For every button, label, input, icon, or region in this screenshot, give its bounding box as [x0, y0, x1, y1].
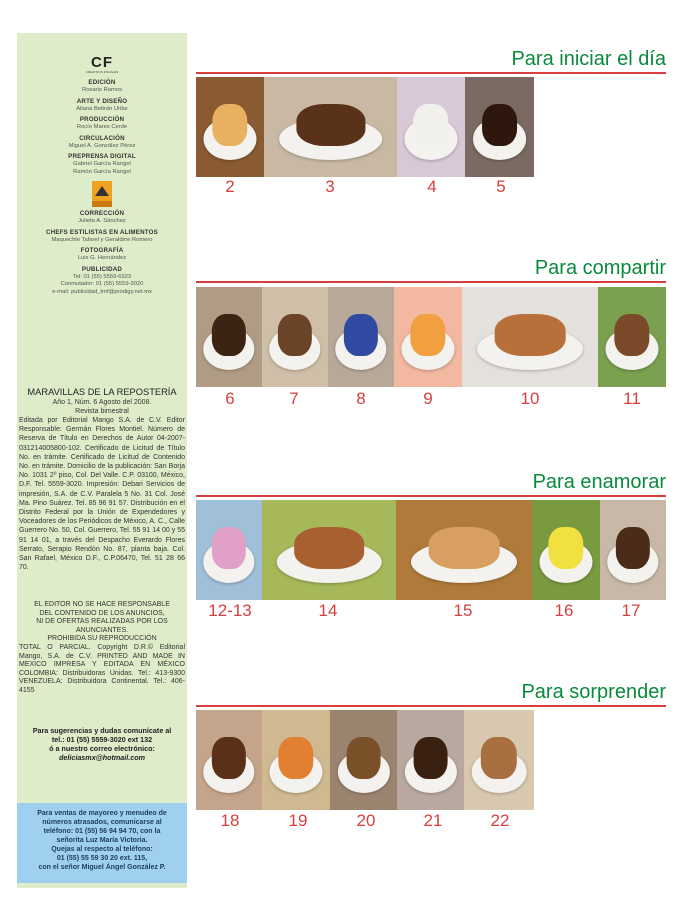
- page-number[interactable]: 3: [325, 177, 335, 196]
- issue-info: Año 1, Núm. 6 Agosto del 2008.: [52, 399, 152, 406]
- page-number[interactable]: 4: [427, 177, 437, 196]
- credit-name: Rocío Mares Cerde: [76, 124, 128, 130]
- page-number[interactable]: 15: [453, 601, 473, 620]
- sidebar: [17, 33, 187, 888]
- page-number[interactable]: 6: [225, 389, 235, 408]
- credit-role: PRODUCCIÓN: [79, 116, 125, 123]
- recipe-photo[interactable]: [465, 77, 534, 177]
- periodicity: Revista bimestral: [75, 408, 129, 415]
- page-number[interactable]: 17: [621, 601, 641, 620]
- page-number[interactable]: 8: [356, 389, 366, 408]
- recipe-photo[interactable]: [196, 287, 262, 387]
- page-number[interactable]: 14: [318, 601, 338, 620]
- contact-phone: tel.: 01 (55) 5559-3020 ext 132: [51, 735, 153, 744]
- contact-line: ó a nuestro correo electrónico:: [49, 744, 155, 753]
- credit-role: EDICIÓN: [88, 79, 116, 86]
- copyright-text: TOTAL O PARCIAL. Copyright D.R.© Editorial Mango, S.A. de C.V. PRINTED AND MADE IN MEXICO IMPRESA Y EDITADA EN MÉXICO COLOMBIA: Distribuidoras Unidas. Tel.: 413-9300 VENEZUELA: Distribuidora Continental. Tel.: 406-4155: [19, 643, 185, 694]
- sales-line: con el señor Miguel Ángel González P.: [38, 864, 166, 871]
- recipe-photo[interactable]: [330, 710, 397, 810]
- credit-role: PREPRENSA DIGITAL: [68, 153, 136, 160]
- page-number[interactable]: 21: [423, 811, 443, 830]
- magazine-title: MARAVILLAS DE LA REPOSTERÍA: [27, 387, 177, 397]
- recipe-photo[interactable]: [196, 710, 262, 810]
- recipe-photo[interactable]: [600, 500, 666, 600]
- photo-strip: [196, 77, 534, 177]
- page-number[interactable]: 18: [220, 811, 240, 830]
- recipe-photo[interactable]: [397, 77, 465, 177]
- publisher-logo-sub: CREATIVOS FISCALES: [85, 70, 119, 74]
- section-rule: [196, 495, 666, 497]
- recipe-photo[interactable]: [264, 77, 397, 177]
- credit-role: CIRCULACIÓN: [79, 134, 125, 142]
- recipe-photo[interactable]: [598, 287, 666, 387]
- publisher-logo: CF: [91, 54, 113, 71]
- disclaimer-line: NI DE OFERTAS REALIZADAS POR LOS: [36, 618, 168, 626]
- recipe-photo[interactable]: [262, 500, 396, 600]
- credit-role: FOTOGRAFÍA: [80, 247, 124, 254]
- sales-line: números atrasados, comunicarse al: [42, 819, 162, 826]
- sales-info-box: [17, 803, 187, 883]
- credit-name: Ramón García Rangel: [73, 168, 131, 175]
- page-number[interactable]: 10: [520, 389, 540, 408]
- page-number[interactable]: 11: [623, 389, 641, 408]
- page-number[interactable]: 19: [288, 811, 308, 830]
- recipe-photo[interactable]: [462, 287, 598, 387]
- page-number[interactable]: 5: [496, 177, 506, 196]
- disclaimer-line: ANUNCIANTES.: [75, 626, 129, 634]
- sales-line: 01 (55) 55 59 30 20 ext. 115,: [56, 855, 148, 862]
- publication-info: [19, 387, 185, 572]
- section-rule: [196, 281, 666, 283]
- recipe-photo[interactable]: [396, 500, 532, 600]
- contact-info: [19, 726, 185, 762]
- section-title: Para enamorar: [532, 471, 666, 493]
- credit-name: Julieta A. Sánchez: [78, 218, 126, 224]
- recipe-photo[interactable]: [464, 710, 534, 810]
- section-title: Para sorprender: [521, 681, 666, 703]
- page-number[interactable]: 22: [490, 811, 510, 830]
- recipe-photo[interactable]: [328, 287, 394, 387]
- photo-strip: [196, 710, 534, 810]
- credit-role: PUBLICIDAD: [81, 265, 123, 273]
- recipe-photo[interactable]: [532, 500, 600, 600]
- credit-name: Rosario Ramos: [82, 87, 122, 93]
- credit-name: Miguel A. González Pérez: [68, 142, 136, 149]
- page-number[interactable]: 20: [356, 811, 376, 830]
- recipe-photo[interactable]: [262, 287, 328, 387]
- disclaimer-line: PROHIBIDA SU REPRODUCCIÓN: [47, 635, 157, 643]
- credit-role: CORRECCIÓN: [79, 210, 125, 217]
- credits-block: [17, 33, 187, 296]
- credit-name: Conmutador: 01 (55) 5559-3020: [60, 281, 144, 287]
- disclaimer-line: DEL CONTENIDO DE LOS ANUNCIOS,: [39, 609, 165, 617]
- recipe-photo[interactable]: [397, 710, 464, 810]
- page-number[interactable]: 2: [225, 177, 235, 196]
- credit-role: ARTE Y DISEÑO: [76, 97, 128, 105]
- legal-text: Editada por Editorial Mango S.A. de C.V. Editor Responsable: Germán Flores Montiel. Número de Reserva de Título en Derechos de Autor 04-2007-031214005800-102. Certificado de Licitud de Título No. en trámite. Certificado de Licitud de Contenido No. en trámite. Domicilio de la publicación: San Borja No. 1031 2º piso, Col. Del Valle. C.P. 03100, México, D.F. Tel. 5559-3020. Impresión: Debari Servicios de impresión, S.A. de C.V. Paralela 5 No. 31 Col. José Ma. Pino Suárez. Tel. 85 96 91 57. Distribución en el Distrito Federal por la Unión de Expendedores y Voceadores de los Periódicos de México, A. C., Calle Guerrero No. 50, Col. Guerrero, Tel. 55 91 14 00 y 55 91 14 01, a través del Despacho Everardo Flores Serrato, Serapio Rendón No. 87, planta baja. Col. San Rafael, México D.F., C.P.06470, Tel. 51 28 66 70.: [19, 417, 185, 572]
- sales-line: Para ventas de mayoreo y menudeo de: [37, 810, 167, 817]
- section-rule: [196, 705, 666, 707]
- recipe-photo[interactable]: [262, 710, 330, 810]
- section-title: Para compartir: [534, 257, 666, 279]
- credit-name: Tel: 01 (55) 5559-6923: [72, 273, 132, 280]
- prepress-logo-icon: [92, 181, 112, 207]
- credit-name: Gabriel García Rangel: [73, 161, 131, 167]
- section-rule: [196, 72, 666, 74]
- page-number[interactable]: 9: [423, 389, 433, 408]
- contact-email: deliciasmx@hotmail.com: [58, 753, 146, 762]
- contact-line: Para sugerencias y dudas comunícate al: [32, 726, 172, 735]
- photo-strip: [196, 500, 666, 600]
- page-number[interactable]: 7: [289, 389, 299, 408]
- page-number[interactable]: 16: [554, 601, 574, 620]
- credit-name: e-mail: publicidad_tmf@prodigy.net.mx: [52, 288, 152, 295]
- credit-role: CHEFS ESTILISTAS EN ALIMENTOS: [46, 228, 158, 236]
- page-number[interactable]: 12-13: [208, 601, 252, 620]
- credit-name: Luis G. Hernández: [77, 255, 127, 261]
- recipe-photo[interactable]: [196, 500, 262, 600]
- recipe-photo[interactable]: [196, 77, 264, 177]
- disclaimer-line: EL EDITOR NO SE HACE RESPONSABLE: [34, 601, 170, 608]
- recipe-photo[interactable]: [394, 287, 462, 387]
- sales-line: teléfono: 01 (55) 56 94 94 70, con la: [43, 828, 161, 835]
- credit-name: Aliana Beltrán Uribe: [76, 105, 128, 112]
- photo-strip: [196, 287, 666, 387]
- sales-line: Quejas al respecto al teléfono:: [51, 846, 153, 853]
- sales-line: señorita Luz María Victoria.: [56, 837, 148, 844]
- section-title: Para iniciar el día: [511, 48, 666, 70]
- disclaimer: [19, 601, 185, 696]
- credit-name: Maquechte Tafarel y Geraldine Romero: [51, 236, 153, 243]
